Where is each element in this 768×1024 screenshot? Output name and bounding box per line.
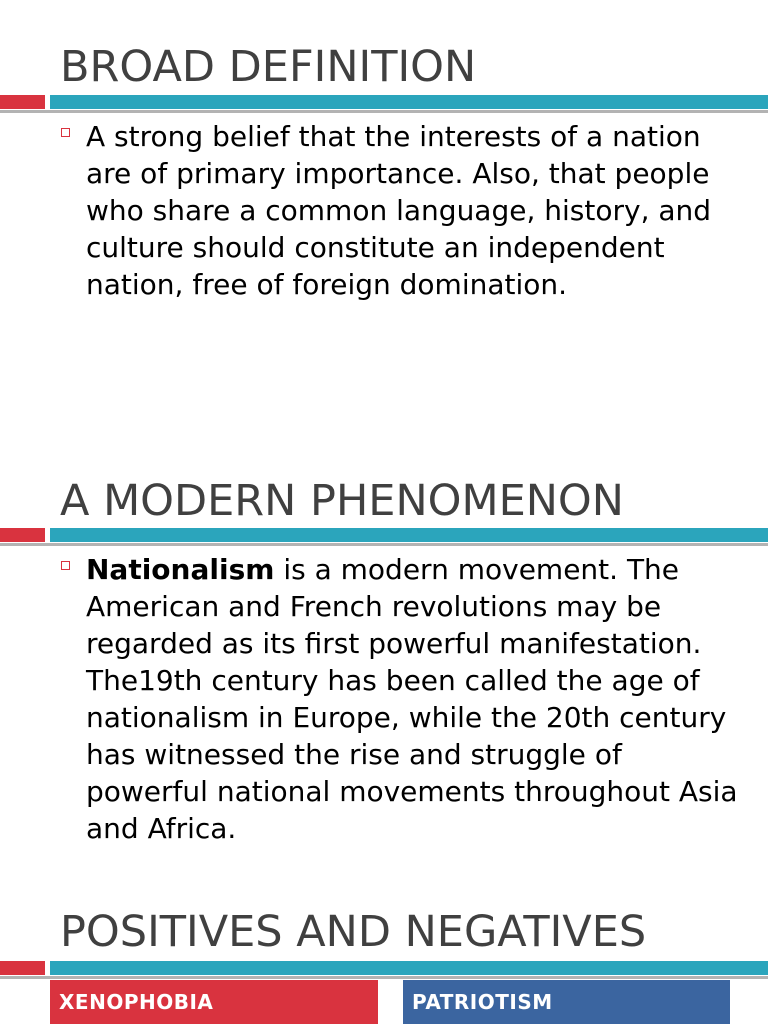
title-rule-teal (50, 528, 768, 542)
slide-title: POSITIVES AND NEGATIVES (60, 907, 647, 957)
square-bullet-icon (61, 561, 70, 570)
square-bullet-icon (61, 128, 70, 137)
xenophobia-label: XENOPHOBIA (59, 990, 214, 1014)
slide-positives-negatives (0, 865, 768, 1024)
title-rule-red (0, 528, 45, 542)
title-rule-shadow (0, 976, 768, 979)
patriotism-label: PATRIOTISM (412, 990, 553, 1014)
bullet-text (86, 551, 746, 847)
slide-title: A MODERN PHENOMENON (60, 476, 624, 526)
title-rule-red (0, 961, 45, 975)
title-rule-shadow (0, 110, 768, 113)
bullet-bold-lead: Nationalism (86, 553, 275, 586)
bullet-text: A strong belief that the interests of a nation are of primary importance. Also, that people who share a common language, history, and culture should constitute an independent nation, free of foreign domination. (86, 120, 712, 301)
bullet-body: is a modern movement. The American and French revolutions may be regarded as its first powerful manifestation. The19th century has been called the age of nationalism in Europe, while the 20th century has witnessed the rise and struggle of powerful national movements throughout Asia and Africa. (86, 553, 738, 845)
slide-title: BROAD DEFINITION (60, 42, 477, 92)
title-rule-teal (50, 95, 768, 109)
title-rule-teal (50, 961, 768, 975)
title-rule-shadow (0, 543, 768, 546)
title-rule-red (0, 95, 45, 109)
slide-modern-phenomenon (0, 435, 768, 865)
patriotism-header (403, 980, 730, 1024)
slide-broad-definition (0, 0, 768, 435)
xenophobia-header (50, 980, 378, 1024)
